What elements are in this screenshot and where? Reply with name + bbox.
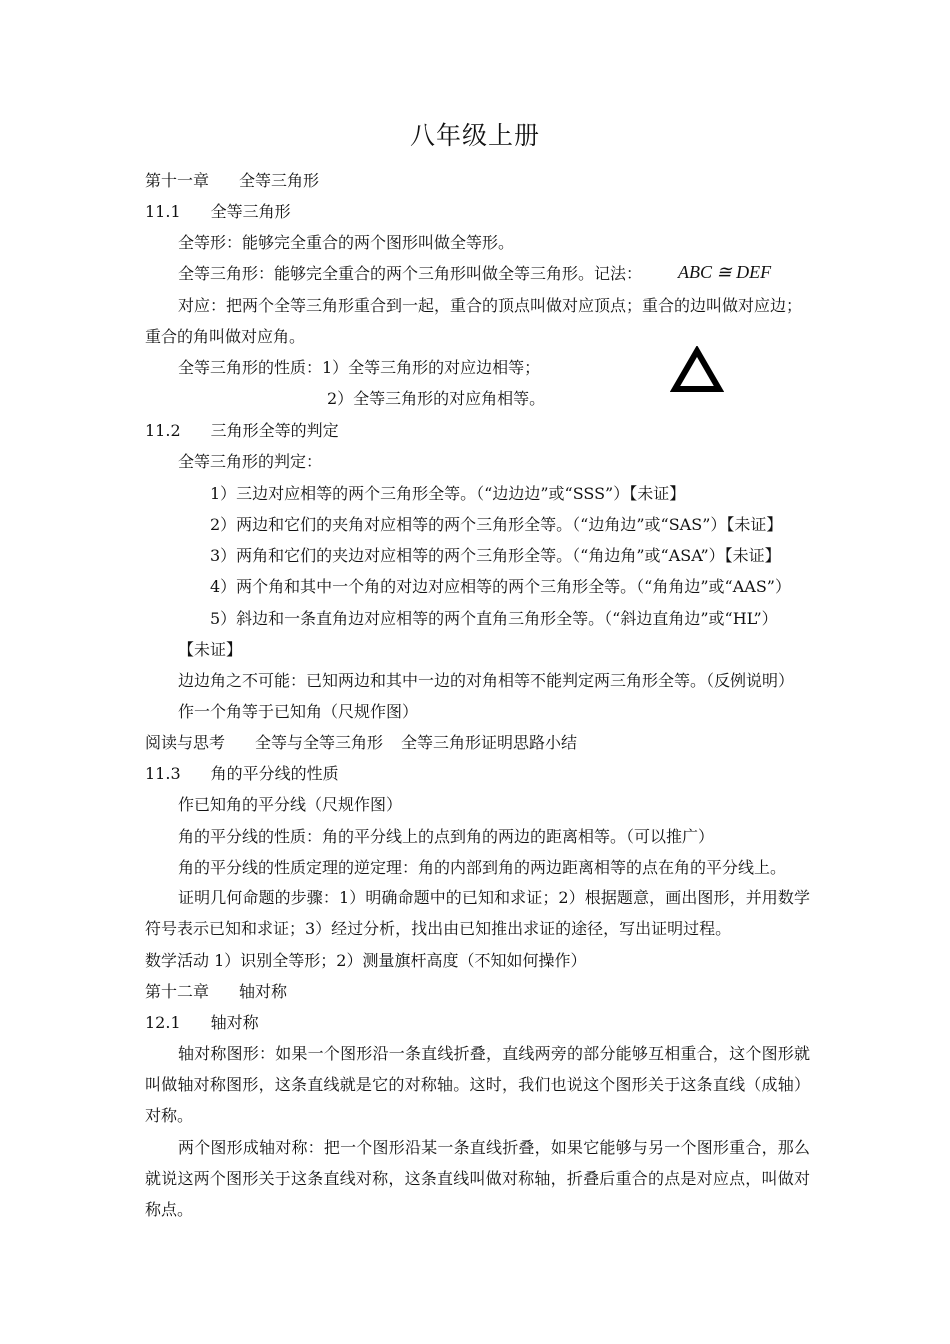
reading-topic-2: 全等三角形证明思路小结 bbox=[401, 733, 578, 752]
chapter-name: 轴对称 bbox=[239, 982, 288, 1001]
section-number: 11.3 bbox=[145, 764, 181, 783]
criteria-intro: 全等三角形的判定： bbox=[178, 452, 323, 471]
def-congruent-triangle: 全等三角形：能够完全重合的两个三角形叫做全等三角形。记法： bbox=[178, 264, 643, 283]
two-figures-symmetric: 两个图形成轴对称：把一个图形沿某一条直线折叠，如果它能够与另一个图形重合，那么就说这两个图形关于这条直线对称，这条直线叫做对称轴，折叠后重合的点是对应点，叫做对称点。 bbox=[145, 1138, 810, 1219]
proof-steps: 证明几何命题的步骤：1）明确命题中的已知和求证；2）根据题意，画出图形，并用数学符号表示已知和求证；3）经过分析，找出由已知推出求证的途径，写出证明过程。 bbox=[145, 888, 810, 938]
triangle-outline-icon bbox=[670, 346, 724, 394]
section-number: 11.1 bbox=[145, 202, 181, 221]
section-number: 11.2 bbox=[145, 421, 181, 440]
correspondence-line-1: 对应：把两个全等三角形重合到一起，重合的顶点叫做对应顶点；重合的边叫做对应边； bbox=[178, 296, 803, 315]
math-activity: 数学活动 1）识别全等形；2）测量旗杆高度（不知如何操作） bbox=[145, 951, 587, 970]
construct-bisector: 作已知角的平分线（尺规作图） bbox=[178, 795, 403, 814]
section-title: 轴对称 bbox=[210, 1013, 259, 1032]
page-title: 八年级上册 bbox=[409, 121, 540, 150]
chapter-12-heading bbox=[145, 982, 287, 1002]
def-congruent-shape: 全等形：能够完全重合的两个图形叫做全等形。 bbox=[178, 233, 515, 252]
ssa-note: 边边角之不可能：已知两边和其中一边的对角相等不能判定两三角形全等。（反例说明） bbox=[178, 671, 795, 690]
criterion-hl-note: 【未证】 bbox=[178, 640, 243, 659]
congruence-notation: ABC ≅ DEF bbox=[678, 262, 772, 282]
section-title: 三角形全等的判定 bbox=[210, 421, 339, 440]
section-number: 12.1 bbox=[145, 1013, 181, 1032]
criterion-sss: 1）三边对应相等的两个三角形全等。（“边边边”或“SSS”）【未证】 bbox=[210, 484, 686, 503]
chapter-name: 全等三角形 bbox=[239, 171, 320, 190]
chapter-number: 第十一章 bbox=[145, 171, 210, 190]
section-title: 角的平分线的性质 bbox=[210, 764, 339, 783]
section-11-1-heading bbox=[145, 202, 291, 222]
reading-topic-1: 全等与全等三角形 bbox=[255, 733, 384, 752]
section-title: 全等三角形 bbox=[210, 202, 291, 221]
reading-thinking bbox=[145, 733, 577, 753]
chapter-number: 第十二章 bbox=[145, 982, 210, 1001]
criterion-asa: 3）两角和它们的夹边对应相等的两个三角形全等。（“角边角”或“ASA”）【未证】 bbox=[210, 546, 781, 565]
correspondence-line-2: 重合的角叫做对应角。 bbox=[145, 327, 306, 346]
section-11-2-heading bbox=[145, 421, 339, 441]
bisector-converse: 角的平分线的性质定理的逆定理：角的内部到角的两边距离相等的点在角的平分线上。 bbox=[178, 858, 787, 877]
criterion-sas: 2）两边和它们的夹角对应相等的两个三角形全等。（“边角边”或“SAS”）【未证】 bbox=[210, 515, 783, 534]
property-2: 2）全等三角形的对应角相等。 bbox=[327, 389, 546, 408]
bisector-property: 角的平分线的性质：角的平分线上的点到角的两边的距离相等。（可以推广） bbox=[178, 827, 715, 846]
section-12-1-heading bbox=[145, 1013, 259, 1033]
reading-label: 阅读与思考 bbox=[145, 733, 226, 752]
chapter-11-heading bbox=[145, 171, 319, 191]
axis-symmetric-figure: 轴对称图形：如果一个图形沿一条直线折叠，直线两旁的部分能够互相重合，这个图形就叫做轴对称图形，这条直线就是它的对称轴。这时，我们也说这个图形关于这条直线（成轴）对称。 bbox=[145, 1044, 810, 1125]
construct-angle: 作一个角等于已知角（尺规作图） bbox=[178, 702, 419, 721]
property-1: 全等三角形的性质：1）全等三角形的对应边相等； bbox=[178, 358, 541, 377]
criterion-hl: 5）斜边和一条直角边对应相等的两个直角三角形全等。（“斜边直角边”或“HL”） bbox=[210, 609, 778, 628]
section-11-3-heading bbox=[145, 764, 339, 784]
criterion-aas: 4）两个角和其中一个角的对边对应相等的两个三角形全等。（“角角边”或“AAS”） bbox=[210, 577, 791, 596]
